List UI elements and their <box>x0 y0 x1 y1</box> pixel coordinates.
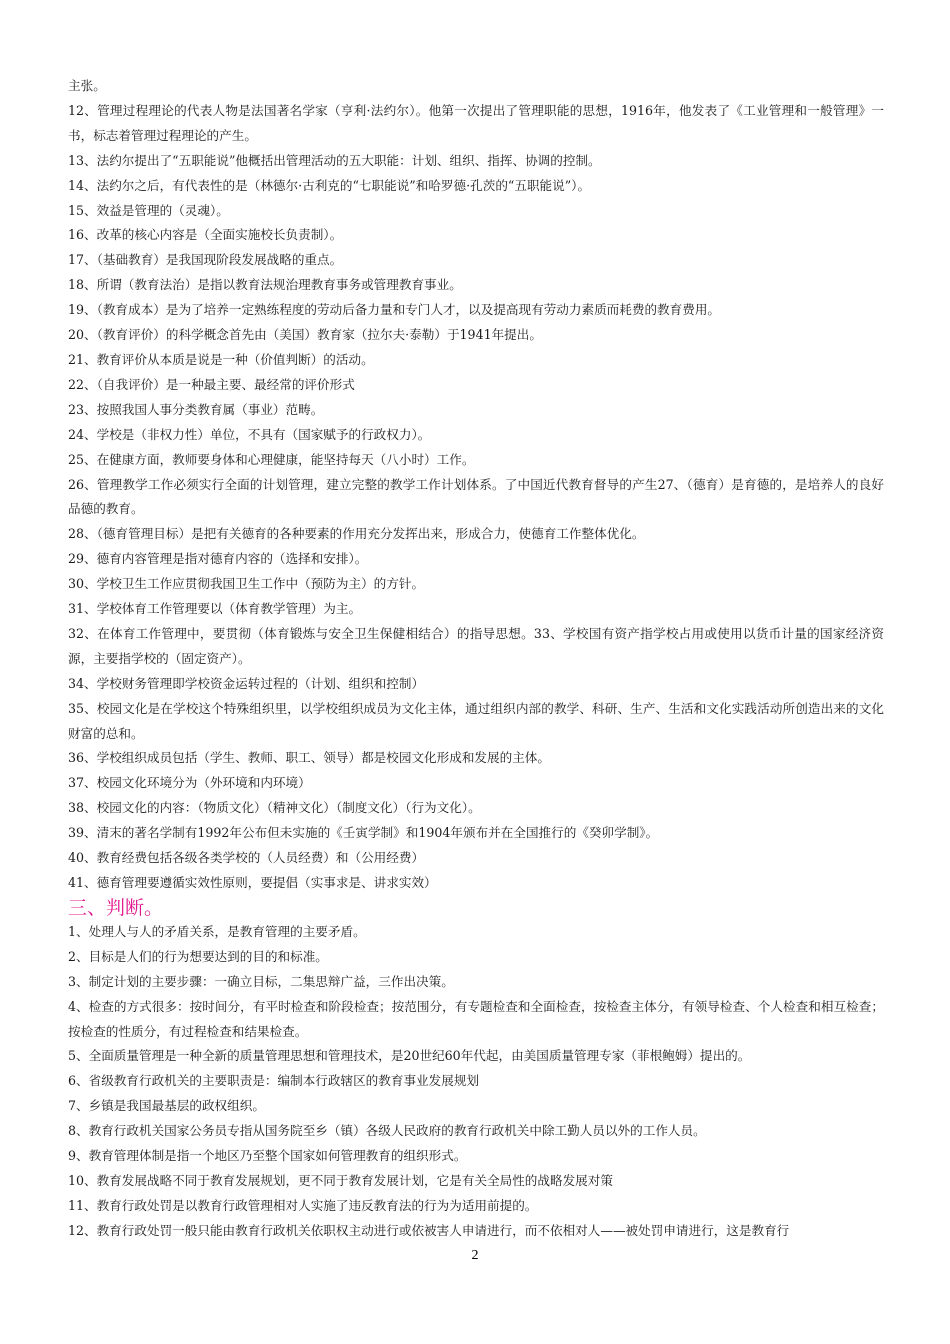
text-line: 7、乡镇是我国最基层的政权组织。 <box>68 1098 265 1114</box>
text-line: 8、教育行政机关国家公务员专指从国务院至乡（镇）各级人民政府的教育行政机关中除工勤人员以外的工作人员。 <box>68 1123 706 1139</box>
text-line: 38、校园文化的内容：（物质文化）（精神文化）（制度文化）（行为文化）。 <box>68 800 481 816</box>
text-line: 4、检查的方式很多：按时间分，有平时检查和阶段检查；按范围分，有专题检查和全面检查，按检查主体分，有领导检查、个人检查和相互检查；按检查的性质分，有过程检查和结果检查。 <box>68 998 884 1039</box>
text-line: 16、改革的核心内容是（全面实施校长负责制）。 <box>68 227 343 243</box>
text-line: 22、（自我评价）是一种最主要、最经常的评价形式 <box>68 376 355 392</box>
text-line: 19、（教育成本）是为了培养一定熟练程度的劳动后备力量和专门人才，以及提高现有劳动力素质而耗费的教育费用。 <box>68 302 721 318</box>
text-line: 28、（德育管理目标）是把有关德育的各种要素的作用充分发挥出来，形成合力，使德育工作整体优化。 <box>68 526 645 542</box>
text-line: 39、清末的著名学制有1992年公布但未实施的《壬寅学制》和1904年颁布并在全国推行的《癸卯学制》。 <box>68 825 659 841</box>
text-line: 20、（教育评价）的科学概念首先由（美国）教育家（拉尔夫·泰勒）于1941年提出。 <box>68 327 542 343</box>
text-line: 18、所谓（教育法治）是指以教育法规治理教育事务或管理教育事业。 <box>68 277 462 293</box>
text-line: 34、学校财务管理即学校资金运转过程的（计划、组织和控制） <box>68 675 425 691</box>
text-line: 17、（基础教育）是我国现阶段发展战略的重点。 <box>68 252 343 268</box>
text-line: 40、教育经费包括各级各类学校的（人员经费）和（公用经费） <box>68 850 425 866</box>
text-line: 30、学校卫生工作应贯彻我国卫生工作中（预防为主）的方针。 <box>68 576 425 592</box>
text-line: 12、教育行政处罚一般只能由教育行政机关依职权主动进行或依被害人申请进行，而不依相对人——被处罚申请进行，这是教育行 <box>68 1222 790 1238</box>
text-line: 12、管理过程理论的代表人物是法国著名学家（亨利·法约尔）。他第一次提出了管理职能的思想，1916年，他发表了《工业管理和一般管理》一书，标志着管理过程理论的产生。 <box>68 102 884 143</box>
text-line: 32、在体育工作管理中，要贯彻（体育锻炼与安全卫生保健相结合）的指导思想。33、学校国有资产指学校占用或使用以货币计量的国家经济资源，主要指学校的（固定资产）。 <box>68 625 884 666</box>
text-line: 21、教育评价从本质是说是一种（价值判断）的活动。 <box>68 351 374 367</box>
text-line: 23、按照我国人事分类教育属（事业）范畴。 <box>68 401 324 417</box>
text-line: 2、目标是人们的行为想要达到的目的和标准。 <box>68 948 328 964</box>
text-line: 25、在健康方面，教师要身体和心理健康，能坚持每天（八小时）工作。 <box>68 451 475 467</box>
text-line: 37、校园文化环境分为（外环境和内环境） <box>68 775 311 791</box>
document-body <box>68 74 884 1244</box>
text-line: 14、法约尔之后，有代表性的是（林德尔·古利克的“七职能说”和哈罗德·孔茨的“五职能说”）。 <box>68 177 591 193</box>
text-line: 11、教育行政处罚是以教育行政管理相对人实施了违反教育法的行为为适用前提的。 <box>68 1197 538 1213</box>
text-line: 41、德育管理要遵循实效性原则，要提倡（实事求是、讲求实效） <box>68 875 437 890</box>
text-line: 9、教育管理体制是指一个地区乃至整个国家如何管理教育的组织形式。 <box>68 1148 467 1164</box>
text-line: 10、教育发展战略不同于教育发展规划，更不同于教育发展计划，它是有关全局性的战略发展对策 <box>68 1172 613 1188</box>
text-line: 36、学校组织成员包括（学生、教师、职工、领导）都是校园文化形成和发展的主体。 <box>68 750 550 766</box>
text-line: 主张。 <box>68 78 106 93</box>
text-line: 1、处理人与人的矛盾关系，是教育管理的主要矛盾。 <box>68 923 366 939</box>
text-line: 29、德育内容管理是指对德育内容的（选择和安排）。 <box>68 551 368 567</box>
text-line: 6、省级教育行政机关的主要职责是：编制本行政辖区的教育事业发展规划 <box>68 1073 480 1089</box>
section-heading: 三、判断。 <box>68 896 164 919</box>
text-line: 15、效益是管理的（灵魂）。 <box>68 202 229 218</box>
page-number: 2 <box>471 1248 479 1263</box>
text-line: 26、管理教学工作必须实行全面的计划管理，建立完整的教学工作计划体系。了中国近代教育督导的产生27、（德育）是育德的，是培养人的良好品德的教育。 <box>68 476 884 517</box>
text-line: 13、法约尔提出了“五职能说”他概括出管理活动的五大职能：计划、组织、指挥、协调的控制。 <box>68 152 601 168</box>
text-line: 5、全面质量管理是一种全新的质量管理思想和管理技术，是20世纪60年代起，由美国质量管理专家（菲根鲍姆）提出的。 <box>68 1048 751 1064</box>
text-line: 24、学校是（非权力性）单位，不具有（国家赋予的行政权力）。 <box>68 426 431 442</box>
text-line: 31、学校体育工作管理要以（体育教学管理）为主。 <box>68 601 362 617</box>
text-line: 35、校园文化是在学校这个特殊组织里，以学校组织成员为文化主体，通过组织内部的教学、科研、生产、生活和文化实践活动所创造出来的文化财富的总和。 <box>68 700 884 741</box>
text-line: 3、制定计划的主要步骤：一确立目标，二集思辩广益，三作出决策。 <box>68 973 454 989</box>
